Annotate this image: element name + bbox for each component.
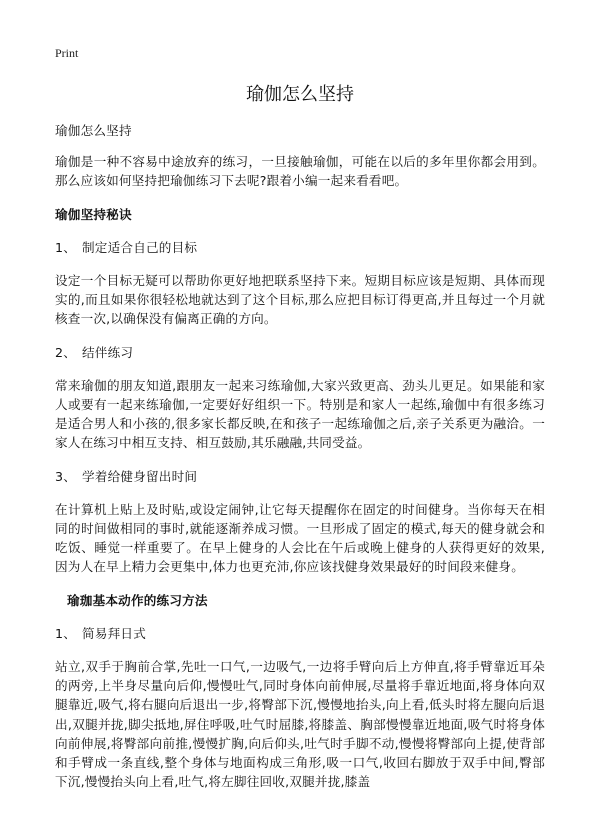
list-item-heading [55, 467, 545, 486]
list-item-heading [55, 238, 545, 257]
article-subtitle: 瑜伽怎么坚持 [55, 123, 132, 138]
item-number: 1、 [55, 239, 77, 255]
article-body [55, 121, 545, 805]
list-item-heading [55, 624, 545, 643]
item-title: 学着给健身留出时间 [82, 468, 198, 484]
item-number: 3、 [55, 468, 77, 484]
list-item-heading [55, 343, 545, 362]
section-heading-secrets: 瑜伽坚持秘诀 [55, 206, 132, 222]
item-number: 1、 [55, 625, 77, 641]
print-link[interactable]: Print [55, 46, 79, 60]
item-number: 2、 [55, 344, 77, 360]
item-paragraph: 常来瑜伽的朋友知道,跟朋友一起来习练瑜伽,大家兴致更高、劲头儿更足。如果能和家人或要有一起来练瑜伽,一定要好好组织一下。特别是和家人一起练,瑜伽中有很多练习是适合男人和小孩的,很多家长都反映,在和孩子一起练瑜伽之后,亲子关系更为融洽。一家人在练习中相互支持、相互鼓励,其乐融融,共同受益。 [55, 377, 545, 451]
item-paragraph: 站立,双手于胸前合掌,先吐一口气,一边吸气,一边将手臂向后上方伸直,将手臂靠近耳朵的两旁,上半身尽量向后仰,慢慢吐气,同时身体向前伸展,尽量将手靠近地面,将身体向双腿靠近,吸气,将右腿向后退出一步,将臀部下沉,慢慢地抬头,向上看,低头时将左腿向后退出,双腿并拢,脚尖抵地,屏住呼吸,吐气时屈膝,将膝盖、胸部慢慢靠近地面,吸气时将身体向前伸展,将臀部向前推,慢慢扩胸,向后仰头,吐气时手脚不动,慢慢将臀部向上提,使背部和手臂成一条直线,整个身体与地面构成三角形,吸一口气,收回右脚放于双手中间,臀部下沉,慢慢抬头向上看,吐气,将左脚往回收,双腿并拢,膝盖 [55, 659, 545, 790]
item-title: 简易拜日式 [82, 625, 146, 641]
section-heading-basic-poses: 瑜珈基本动作的练习方法 [67, 592, 208, 608]
item-title: 制定适合自己的目标 [82, 239, 198, 255]
item-paragraph: 设定一个目标无疑可以帮助你更好地把联系坚持下来。短期目标应该是短期、具体而现实的,而且如果你很轻松地就达到了这个目标,那么应把目标订得更高,并且每过一个月就核查一次,以确保没有偏离正确的方向。 [55, 273, 545, 327]
item-title: 结伴练习 [82, 344, 134, 360]
intro-paragraph: 瑜伽是一种不容易中途放弃的练习，一旦接触瑜伽，可能在以后的多年里你都会用到。那么应该如何坚持把瑜伽练习下去呢?跟着小编一起来看看吧。 [55, 154, 545, 189]
page-title: 瑜伽怎么坚持 [246, 84, 354, 105]
item-paragraph: 在计算机上贴上及时贴,或设定闹钟,让它每天提醒你在固定的时间健身。当你每天在相同的时间做相同的事时,就能逐渐养成习惯。一旦形成了固定的模式,每天的健身就会和吃饭、睡觉一样重要了。在早上健身的人会比在午后或晚上健身的人获得更好的效果,因为人在早上精力会更集中,体力也更充沛,你应该找健身效果最好的时间段来健身。 [55, 501, 545, 575]
